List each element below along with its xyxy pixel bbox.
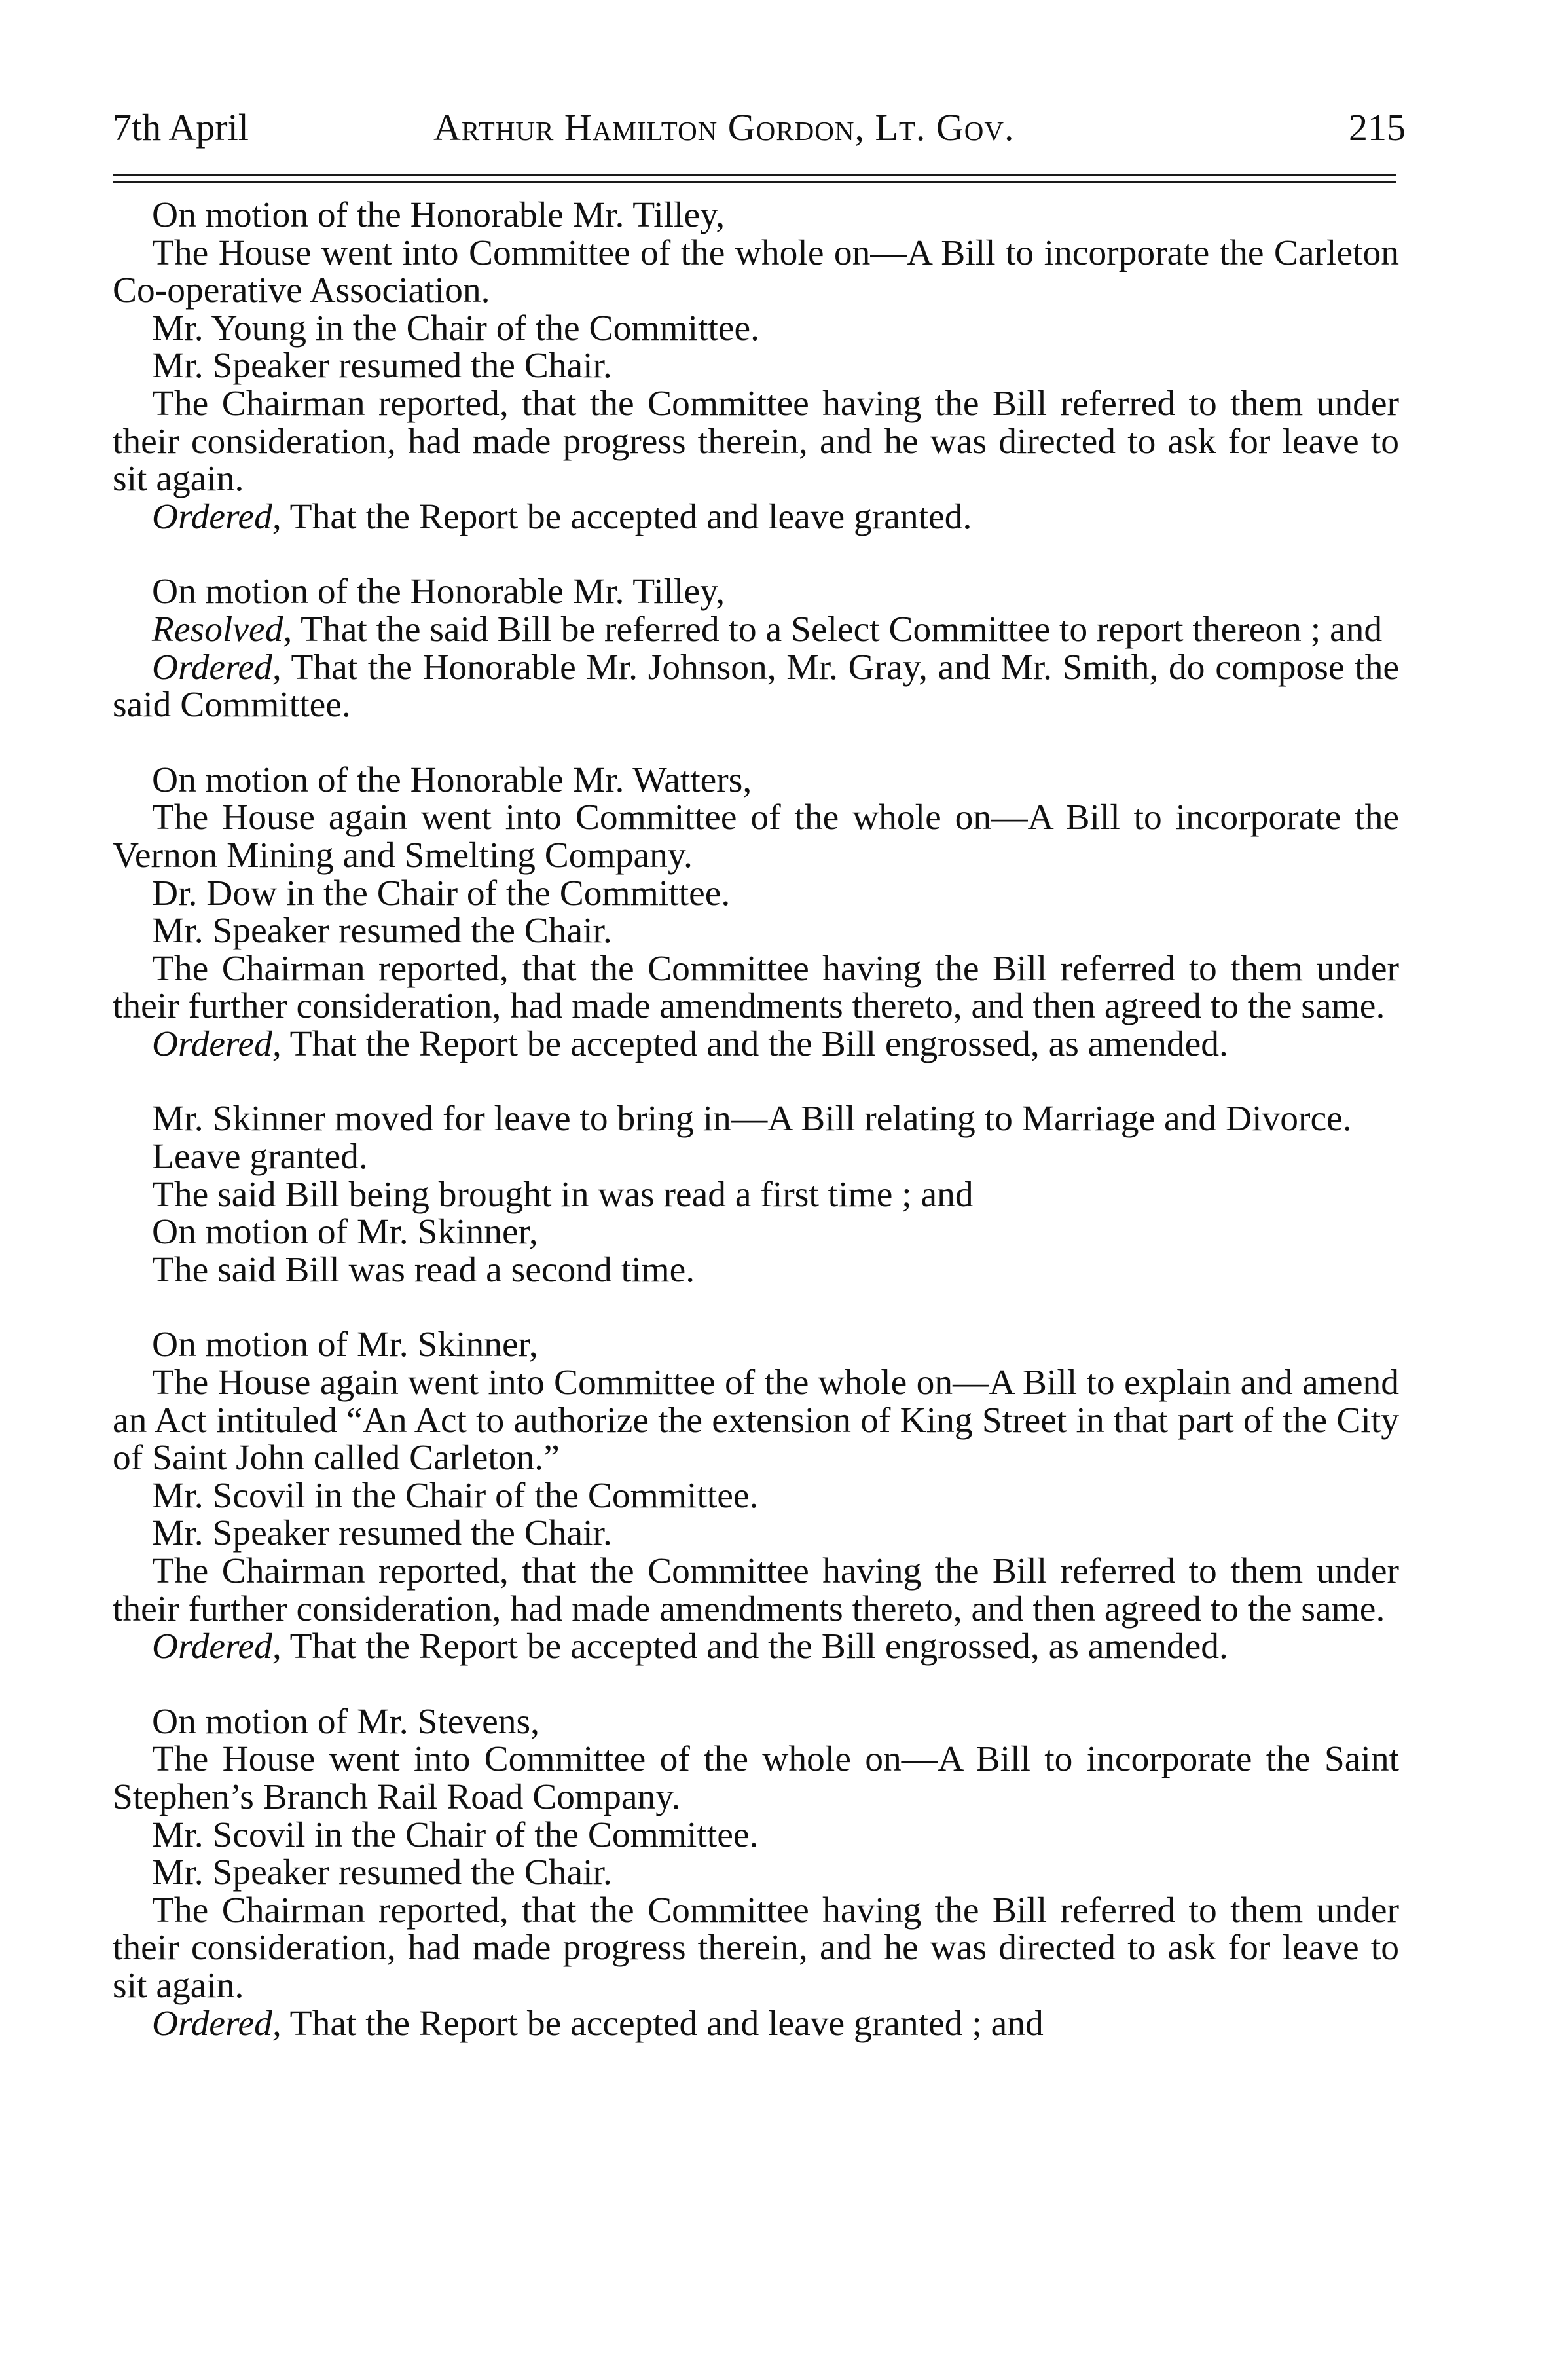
paragraph-text: That the Report be accepted and leave granted ; and: [281, 2003, 1044, 2044]
paragraph-text: The House went into Committee of the whole on—A Bill to incorporate the Saint Stephen’s Branch Rail Road Company.: [113, 1739, 1399, 1817]
journal-body: [113, 196, 1399, 2080]
proceeding-paragraph: [113, 1213, 1399, 1251]
proceeding-paragraph: [113, 799, 1399, 874]
proceeding-paragraph: [113, 912, 1399, 950]
paragraph-text: That the Report be accepted and leave granted.: [281, 496, 972, 537]
paragraph-text: The House again went into Committee of the whole on—A Bill to incorporate the Vernon Mining and Smelting Company.: [113, 798, 1399, 875]
proceeding-block: [113, 573, 1399, 724]
paragraph-text: Mr. Skinner moved for leave to bring in—A Bill relating to Marriage and Divorce.: [152, 1099, 1352, 1139]
proceeding-paragraph: [113, 347, 1399, 385]
paragraph-text: That the Report be accepted and the Bill engrossed, as amended.: [281, 1023, 1228, 1064]
paragraph-text: Mr. Young in the Chair of the Committee.: [152, 308, 760, 348]
paragraph-text: The said Bill being brought in was read a first time ; and: [152, 1174, 974, 1215]
header-date: 7th April: [113, 106, 249, 149]
proceeding-paragraph: [113, 762, 1399, 800]
paragraph-lead: Ordered,: [152, 2003, 282, 2044]
proceeding-paragraph: [113, 1138, 1399, 1176]
proceeding-paragraph: [113, 1100, 1399, 1138]
paragraph-text: The said Bill was read a second time.: [152, 1249, 695, 1290]
proceeding-paragraph: [113, 1703, 1399, 1741]
paragraph-text: The Chairman reported, that the Committee having the Bill referred to them under their consideration, had made progress therein, and he was directed to ask for leave to sit again.: [113, 383, 1399, 500]
proceeding-paragraph: [113, 498, 1399, 536]
paragraph-lead: Ordered,: [152, 496, 282, 537]
paragraph-text: Mr. Scovil in the Chair of the Committee.: [152, 1814, 759, 1855]
paragraph-text: On motion of the Honorable Mr. Watters,: [152, 760, 752, 800]
paragraph-text: On motion of the Honorable Mr. Tilley,: [152, 195, 725, 235]
proceeding-paragraph: [113, 1740, 1399, 1816]
proceeding-paragraph: [113, 1854, 1399, 1892]
paragraph-text: Dr. Dow in the Chair of the Committee.: [152, 873, 731, 913]
proceeding-paragraph: [113, 196, 1399, 234]
paragraph-text: Mr. Speaker resumed the Chair.: [152, 346, 612, 386]
proceeding-block: [113, 1703, 1399, 2042]
paragraph-text: That the Honorable Mr. Johnson, Mr. Gray, and Mr. Smith, do compose the said Committee.: [113, 647, 1399, 726]
paragraph-text: On motion of the Honorable Mr. Tilley,: [152, 572, 725, 612]
paragraph-text: On motion of Mr. Stevens,: [152, 1701, 539, 1742]
paragraph-text: Mr. Speaker resumed the Chair.: [152, 1852, 612, 1893]
page-number: 215: [1349, 106, 1406, 149]
paragraph-text: On motion of Mr. Skinner,: [152, 1212, 538, 1253]
proceeding-block: [113, 762, 1399, 1063]
paragraph-text: That the said Bill be referred to a Select Committee to report thereon ; and: [292, 609, 1383, 650]
proceeding-paragraph: [113, 1477, 1399, 1515]
proceeding-paragraph: [113, 573, 1399, 611]
proceeding-paragraph: [113, 1326, 1399, 1364]
proceeding-paragraph: [113, 1364, 1399, 1477]
proceeding-paragraph: [113, 2005, 1399, 2043]
proceeding-paragraph: [113, 385, 1399, 498]
proceeding-block: [113, 1100, 1399, 1289]
proceeding-paragraph: [113, 1251, 1399, 1289]
paragraph-text: The House again went into Committee of the whole on—A Bill to explain and amend an Act intituled “An Act to authorize the extension of King Street in that part of the City of Saint John called Carleton.”: [113, 1363, 1399, 1479]
proceeding-paragraph: [113, 1025, 1399, 1063]
paragraph-text: Mr. Scovil in the Chair of the Committee.: [152, 1475, 759, 1516]
proceeding-paragraph: [113, 1816, 1399, 1854]
paragraph-lead: Ordered,: [152, 1627, 282, 1667]
proceeding-block: [113, 196, 1399, 536]
paragraph-text: Mr. Speaker resumed the Chair.: [152, 911, 612, 951]
header-rule-top: [113, 174, 1396, 176]
proceeding-paragraph: [113, 1892, 1399, 2005]
header-governor: [433, 98, 1015, 157]
header-governor-text: Arthur Hamilton Gordon, Lt. Gov.: [433, 106, 1015, 149]
paragraph-lead: Resolved,: [152, 609, 293, 650]
paragraph-text: On motion of Mr. Skinner,: [152, 1325, 538, 1365]
paragraph-text: That the Report be accepted and the Bill engrossed, as amended.: [281, 1627, 1228, 1667]
paragraph-text: The House went into Committee of the whole on—A Bill to incorporate the Carleton Co-operative Association.: [113, 232, 1399, 311]
paragraph-lead: Ordered,: [152, 1023, 282, 1064]
proceeding-paragraph: [113, 1515, 1399, 1553]
paragraph-text: The Chairman reported, that the Committee having the Bill referred to them under their consideration, had made progress therein, and he was directed to ask for leave to sit again.: [113, 1890, 1399, 2006]
paragraph-text: Leave granted.: [152, 1137, 368, 1177]
proceeding-paragraph: [113, 234, 1399, 310]
paragraph-text: Mr. Speaker resumed the Chair.: [152, 1513, 612, 1554]
header-rule-bottom: [113, 181, 1396, 183]
proceeding-paragraph: [113, 649, 1399, 724]
proceeding-paragraph: [113, 1176, 1399, 1214]
paragraph-text: The Chairman reported, that the Committee having the Bill referred to them under their further consideration, had made amendments thereto, and then agreed to the same.: [113, 1551, 1399, 1629]
running-header: [113, 98, 1406, 157]
proceeding-paragraph: [113, 611, 1399, 649]
proceeding-paragraph: [113, 1553, 1399, 1628]
proceeding-paragraph: [113, 875, 1399, 913]
proceeding-paragraph: [113, 1628, 1399, 1666]
proceeding-block: [113, 1326, 1399, 1665]
paragraph-text: The Chairman reported, that the Committee having the Bill referred to them under their further consideration, had made amendments thereto, and then agreed to the same.: [113, 948, 1399, 1027]
paragraph-lead: Ordered,: [152, 647, 282, 688]
proceeding-paragraph: [113, 950, 1399, 1025]
proceeding-paragraph: [113, 310, 1399, 348]
